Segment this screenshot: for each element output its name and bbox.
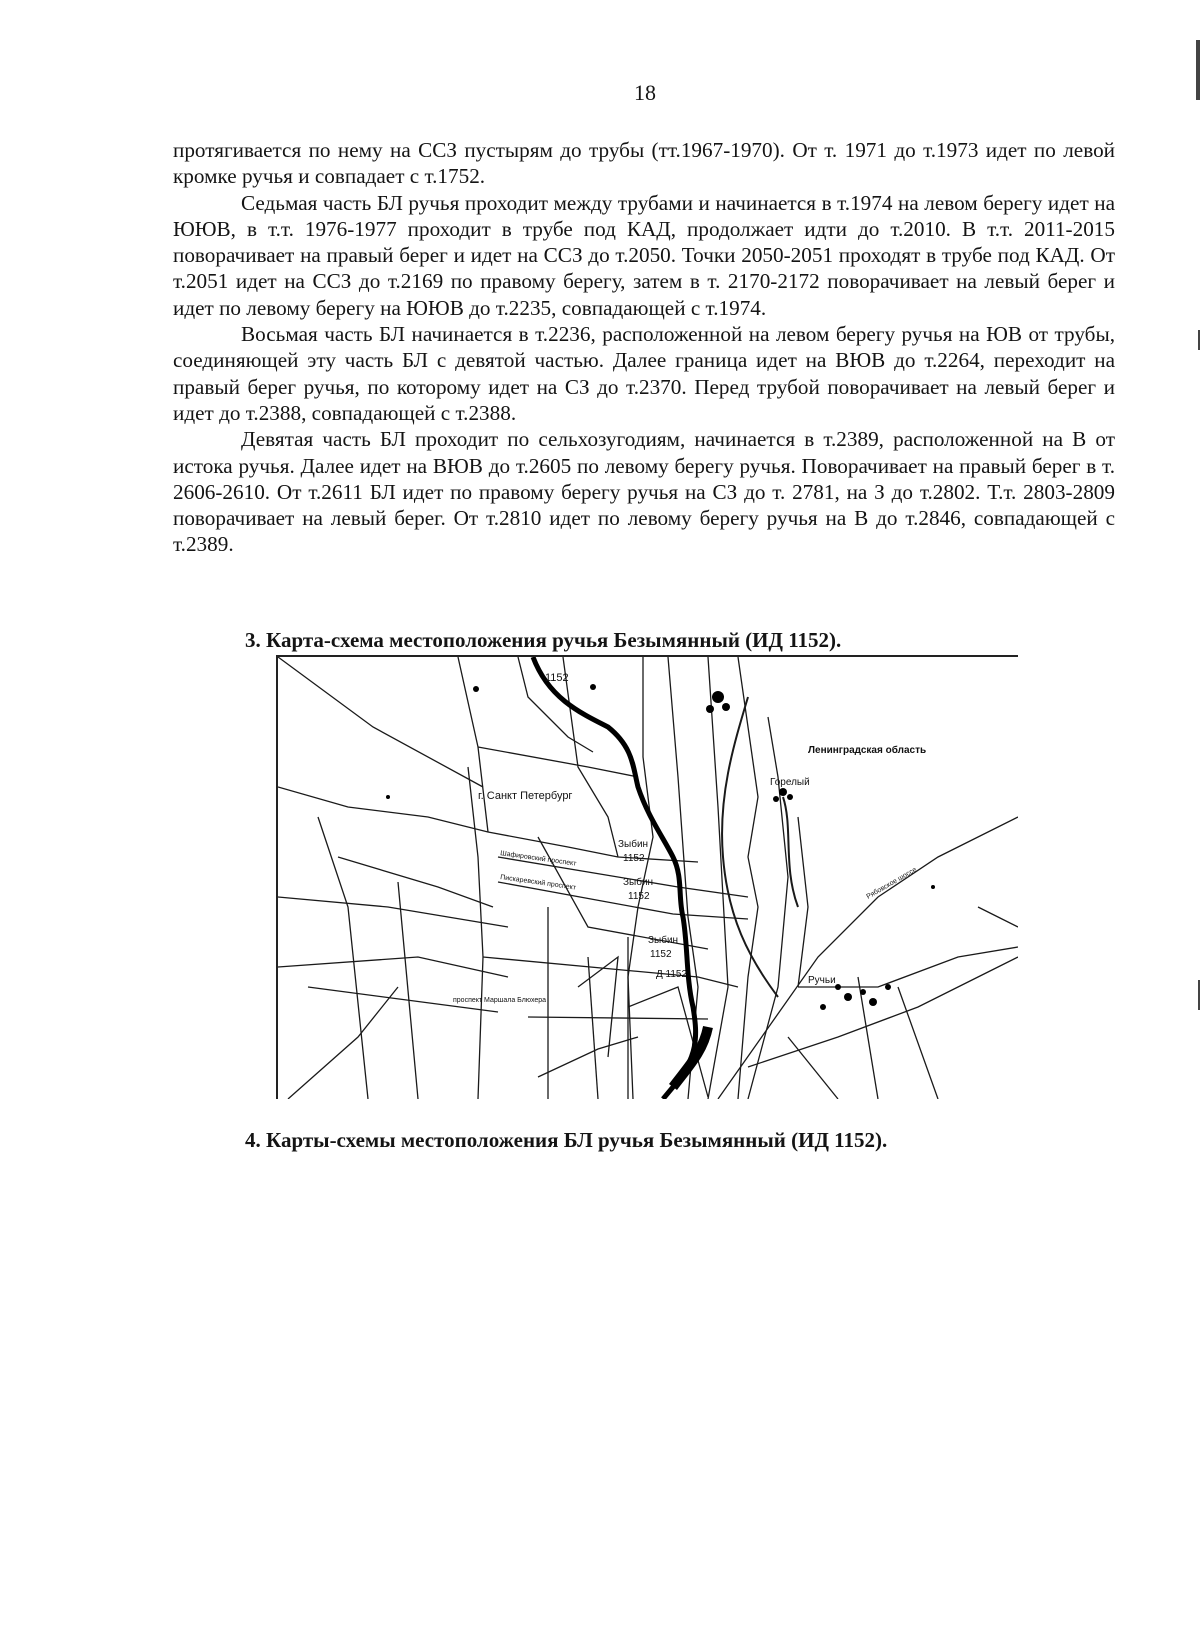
stream-line — [533, 657, 696, 1099]
map-drawing — [278, 657, 1018, 1099]
map-label-place-se: Ручьи — [808, 975, 836, 986]
body-text — [173, 137, 1115, 558]
map-caption: 3. Карта-схема местоположения ручья Безымянный (ИД 1152). — [245, 628, 842, 652]
scan-edge-mark — [1196, 40, 1200, 100]
map-waterways — [722, 697, 798, 997]
paragraph: Седьмая часть БЛ ручья проходит между трубами и начинается в т.1974 на левом берегу идет на ЮЮВ, в т.т. 1976-1977 проходит в трубе под КАД, продолжает идти до т.2010. В т.т. 2011-2015 поворачивает на правый берег и идет на ССЗ до т.2050. Точки 2050-2051 проходят в трубе под КАД. От т.2051 идет на ССЗ до т.2169 по правому берегу, затем в т. 2170-2172 поворачивает на левый берег и идет по левому берегу на ЮЮВ до т.2235, совпадающей с т.1974. — [173, 190, 1115, 320]
map-label-point-b-id: 1152 — [628, 891, 650, 902]
location-map — [276, 657, 1018, 1099]
map-label-point-b: Зыбин — [623, 877, 654, 888]
page-number: 18 — [634, 80, 656, 105]
map-label-street-blyukhera: проспект Маршала Блюхера — [453, 997, 547, 1004]
next-section-caption: 4. Карты-схемы местоположения БЛ ручья Безымянный (ИД 1152). — [245, 1128, 888, 1152]
paragraph: Восьмая часть БЛ начинается в т.2236, расположенной на левом берегу ручья на ЮВ от трубы, соединяющей эту часть БЛ с девятой частью. Далее граница идет на ВЮВ до т.2264, переходит на правый берег ручья, по которому идет на СЗ до т.2370. Перед трубой поворачивает на левый берег и идет до т.2388, совпадающей с т.2388. — [173, 322, 1115, 425]
map-label-point-c: Зыбин — [648, 935, 679, 946]
map-label-id-top: 1152 — [545, 672, 569, 684]
map-label-point-a: Зыбин — [618, 839, 649, 850]
map-label-region: Ленинградская область — [808, 745, 927, 756]
map-label-street-ryabovskoe: Рябовское шоссе — [865, 866, 918, 901]
map-label-street-piskarevsky: Пискаревский проспект — [499, 874, 577, 892]
paragraph: протягивается по нему на ССЗ пустырям до трубы (тт.1967-1970). От т. 1971 до т.1973 идет по левой кромке ручья и совпадает с т.1752. — [173, 138, 1115, 189]
map-label-place-east: Горелый — [770, 777, 810, 788]
map-label-city: г. Санкт Петербург — [478, 790, 573, 802]
map-settlements — [386, 684, 935, 1010]
map-label-point-c-id: 1152 — [650, 949, 672, 960]
map-label-street-shafirovsky: Шафировский проспект — [499, 850, 577, 868]
map-label-point-d: Д 1152 — [656, 969, 688, 980]
map-label-point-a-id: 1152 — [623, 853, 645, 864]
paragraph: Девятая часть БЛ проходит по сельхозугодиям, начинается в т.2389, расположенной на В от истока ручья. Далее идет на ВЮВ до т.2605 по левому берегу ручья. Поворачивает на правый берег в т. 2606-2610. От т.2611 БЛ идет по правому берегу ручья на СЗ до т. 2781, на З до т.2802. Т.т. 2803-2809 поворачивает на левый берег. От т.2810 идет по левому берегу ручья на В до т.2846, совпадающей с т.2389. — [173, 427, 1115, 557]
